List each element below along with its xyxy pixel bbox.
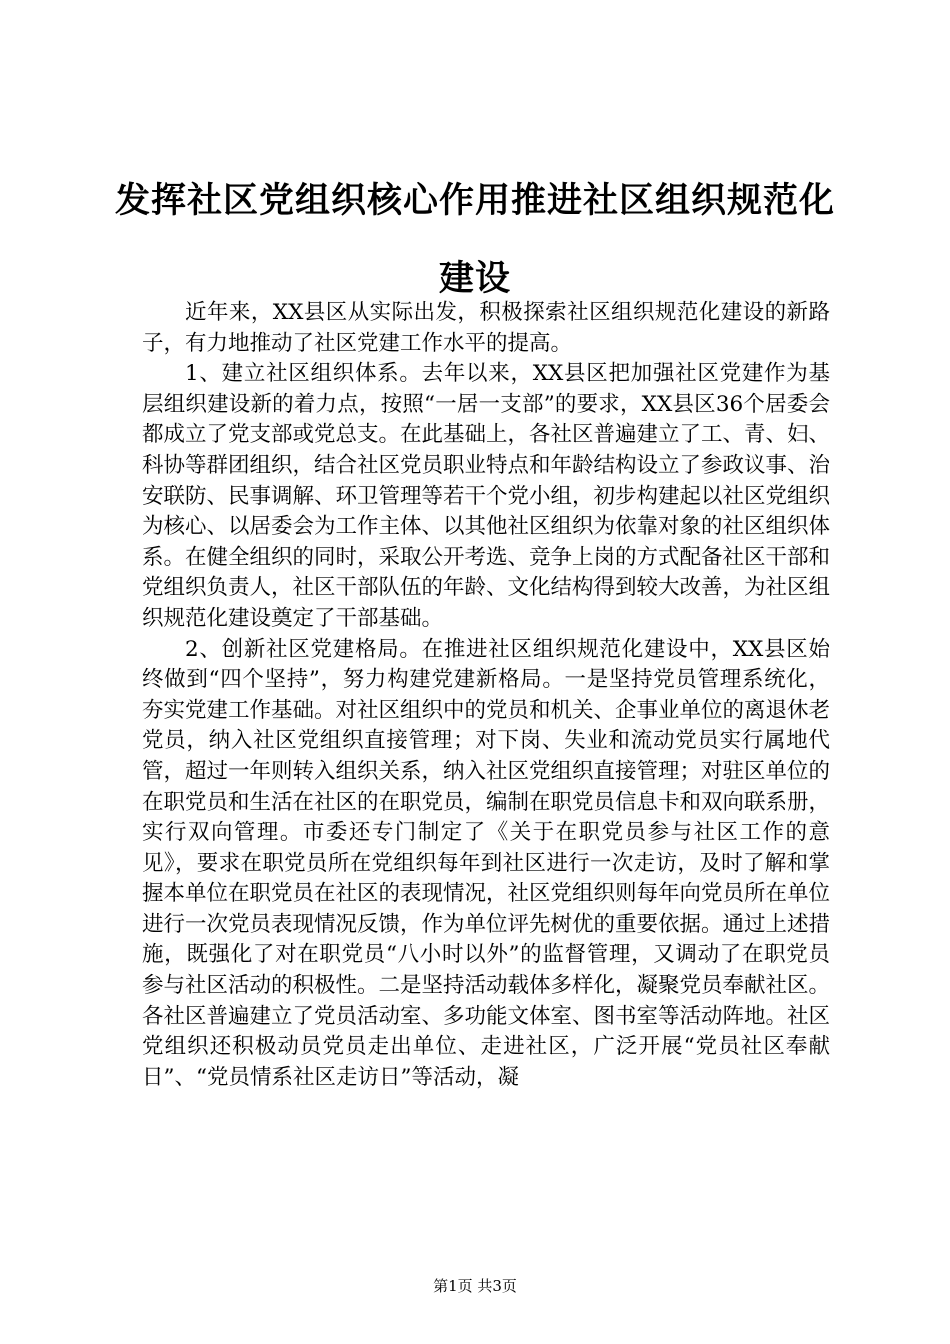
paragraph-section-1: 1、建立社区组织体系。去年以来，XX县区把加强社区党建作为基层组织建设新的着力点，按照“一居一支部”的要求，XX县区36个居委会都成立了党支部或党总支。在此基础上，各社区普遍建立了工、青、妇、科协等群团组织，结合社区党员职业特点和年龄结构设立了参政议事、治安联防、民事调解、环卫管理等若干个党小组，初步构建起以社区党组织为核心、以居委会为工作主体、以其他社区组织为依靠对象的社区组织体系。在健全组织的同时，采取公开考选、竞争上岗的方式配备社区干部和党组织负责人，社区干部队伍的年龄、文化结构得到较大改善，为社区组织规范化建设奠定了干部基础。 <box>142 361 831 631</box>
document-title: 发挥社区党组织核心作用推进社区组织规范化建设 <box>114 181 835 299</box>
page-footer: 第1页 共3页 <box>433 1277 517 1295</box>
paragraph-section-2: 2、创新社区党建格局。在推进社区组织规范化建设中，XX县区始终做到“四个坚持”，努力构建党建新格局。一是坚持党员管理系统化，夯实党建工作基础。对社区组织中的党员和机关、企事业单位的离退休老党员，纳入社区党组织直接管理；对下岗、失业和流动党员实行属地代管，超过一年则转入组织关系，纳入社区党组织直接管理；对驻区单位的在职党员和生活在社区的在职党员，编制在职党员信息卡和双向联系册，实行双向管理。市委还专门制定了《关于在职党员参与社区工作的意见》，要求在职党员所在党组织每年到社区进行一次走访，及时了解和掌握本单位在职党员在社区的表现情况，社区党组织则每年向党员所在单位进行一次党员表现情况反馈，作为单位评先树优的重要依据。通过上述措施，既强化了对在职党员“八小时以外”的监督管理，又调动了在职党员参与社区活动的积极性。二是坚持活动载体多样化，凝聚党员奉献社区。各社区普遍建立了党员活动室、多功能文体室、图书室等活动阵地。社区党组织还积极动员党员走出单位、走进社区，广泛开展“党员社区奉献日”、“党员情系社区走访日”等活动，凝 <box>142 636 831 1090</box>
document-body <box>142 298 830 1093</box>
paragraph-intro: 近年来，XX县区从实际出发，积极探索社区组织规范化建设的新路子，有力地推动了社区党建工作水平的提高。 <box>142 300 830 356</box>
